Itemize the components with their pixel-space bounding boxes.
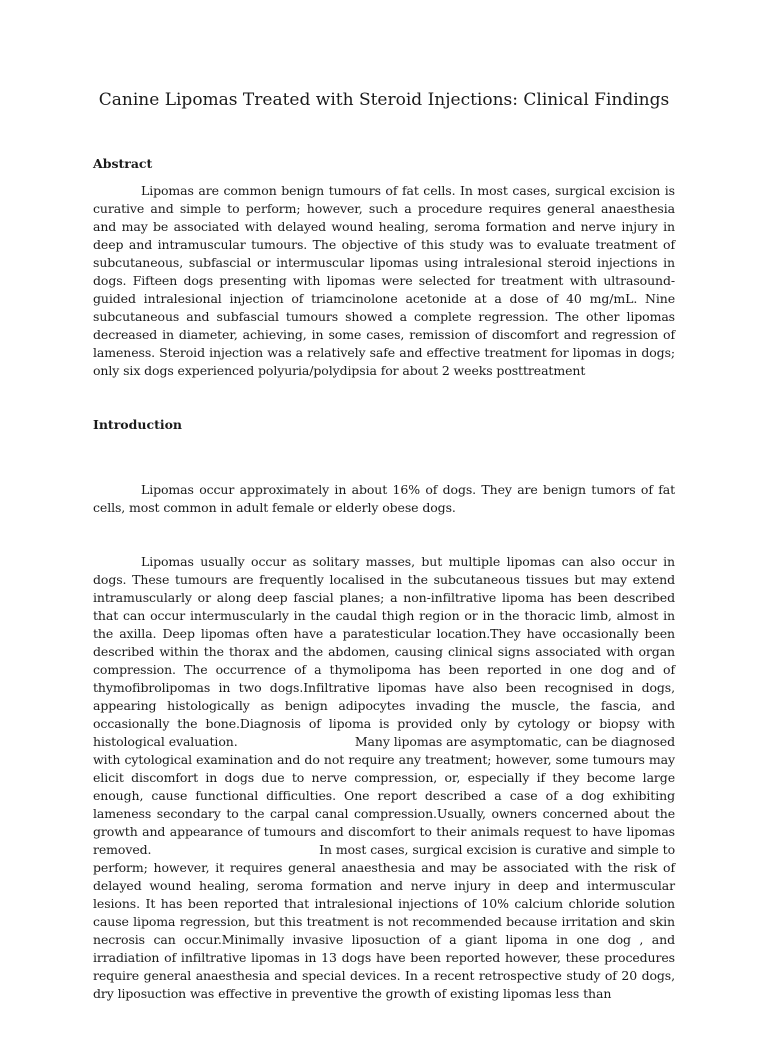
introduction-body: [93, 445, 679, 1039]
introduction-heading: Introduction: [93, 417, 183, 432]
document-title: Canine Lipomas Treated with Steroid Injections: Clinical Findings: [98, 90, 670, 110]
abstract-heading: Abstract: [93, 156, 153, 171]
abstract-paragraph: Lipomas are common benign tumours of fat cells. In most cases, surgical excision is curative and simple to perform; however, such a procedure requires general anaesthesia and may be associated with delayed wound healing, seroma formation and nerve injury in deep and intramuscular tumours. The objective of this study was to evaluate treatment of subcutaneous, subfascial or intermuscular lipomas using intralesional steroid injections in dogs. Fifteen dogs presenting with lipomas were selected for treatment with ultrasound-guided intralesional injection of triamcinolone acetonide at a dose of 40 mg/mL. Nine subcutaneous and subfascial tumours showed a complete regression. The other lipomas decreased in diameter, achieving, in some cases, remission of discomfort and regression of lameness. Steroid injection was a relatively safe and effective treatment for lipomas in dogs; only six dogs experienced polyuria/polydipsia for about 2 weeks posttreatment: [93, 183, 675, 378]
introduction-paragraph-2: Lipomas usually occur as solitary masses, but multiple lipomas can also occur in dogs. These tumours are frequently localised in the subcutaneous tissues but may extend intramuscularly or along deep fascial planes; a non-infiltrative lipoma has been described that can occur intermuscularly in the caudal thigh region or in the thoracic limb, almost in the axilla. Deep lipomas often have a paratesticular location.They have occasionally been described within the thorax and the abdomen, causing clinical signs associated with organ compression. The occurrence of a thymolipoma has been reported in one dog and of thymofibrolipomas in two dogs.Infiltrative lipomas have also been recognised in dogs, appearing histologically as benign adipocytes invading the muscle, the fascia, and occasionally the bone.Diagnosis of lipoma is provided only by cytology or biopsy with histological evaluation. Many lipomas are asymptomatic, can be diagnosed with cytological examination and do not require any treatment; however, some tumours may elicit discomfort in dogs due to nerve compression, or, especially if they become large enough, cause functional difficulties. One report described a case of a dog exhibiting lameness secondary to the carpal canal compression.Usually, owners concerned about the growth and appearance of tumours and discomfort to their animals request to have lipomas removed. In most cases, surgical excision is curative and simple to perform; however, it requires general anaesthesia and may be associated with the risk of delayed wound healing, seroma formation and nerve injury in deep and intermuscular lesions. It has been reported that intralesional injections of 10% calcium chloride solution cause lipoma regression, but this treatment is not recommended because irritation and skin necrosis can occur.Minimally invasive liposuction of a giant lipoma in one dog , and irradiation of infiltrative lipomas in 13 dogs have been reported however, these procedures require general anaesthesia and special devices. In a recent retrospective study of 20 dogs, dry liposuction was effective in preventive the growth of existing lipomas less than: [93, 554, 679, 1001]
introduction-paragraph-1: Lipomas occur approximately in about 16% of dogs. They are benign tumors of fat cells, most common in adult female or elderly obese dogs.: [93, 482, 675, 515]
abstract-body: [93, 182, 675, 380]
